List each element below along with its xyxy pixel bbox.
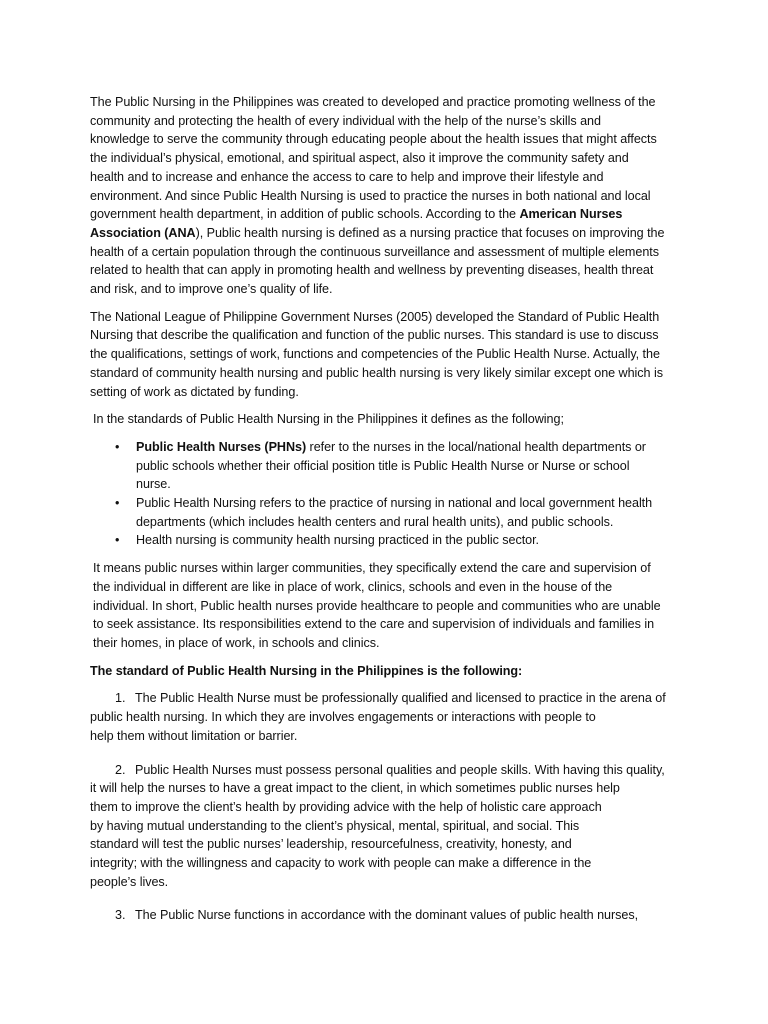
list-item: [90, 531, 680, 550]
text-segment: refer to the nurses in the local/national health departments or: [306, 439, 646, 454]
text-line: related to health that can apply in promoting health and wellness by preventing diseases, health threat: [90, 263, 654, 278]
bullet-icon: •: [115, 533, 120, 548]
definitions-intro: [90, 410, 680, 429]
text-line: nurse.: [136, 477, 171, 492]
standard-item-1: [90, 689, 680, 745]
document-page: [90, 93, 680, 940]
standard-item-3: [90, 906, 680, 925]
text-line: individual. In short, Public health nurses provide healthcare to people and communities who are unable: [93, 598, 661, 613]
text-line: Nursing that describe the qualification and function of the public nurses. This standard is use to discuss: [90, 328, 659, 343]
text-line: help them without limitation or barrier.: [90, 728, 298, 743]
text-line: [90, 205, 680, 224]
text-line: In the standards of Public Health Nursing in the Philippines it defines as the following;: [93, 412, 564, 427]
item-number: 3.: [115, 908, 126, 923]
text-line: by having mutual understanding to the client’s physical, mental, spiritual, and social. This: [90, 818, 580, 833]
text-segment: Public Health Nurses must possess personal qualities and people skills. With having this quality,: [135, 762, 665, 777]
text-line: It means public nurses within larger communities, they specifically extend the care and supervision of: [93, 561, 651, 576]
text-line: [136, 438, 680, 457]
text-line: environment. And since Public Health Nursing is used to practice the nurses in both national and local: [90, 188, 651, 203]
text-segment: The Public Nurse functions in accordance with the dominant values of public health nurses,: [135, 908, 639, 923]
text-line: the individual’s physical, emotional, and spiritual aspect, also it improve the community safety and: [90, 151, 629, 166]
text-line: Health nursing is community health nursing practiced in the public sector.: [136, 533, 540, 548]
standards-heading: The standard of Public Health Nursing in the Philippines is the following:: [90, 663, 523, 678]
item-number: 2.: [115, 762, 126, 777]
list-item: [90, 438, 680, 494]
text-line: them to improve the client’s health by providing advice with the help of holistic care approach: [90, 799, 602, 814]
text-line: public health nursing. In which they are involves engagements or interactions with people to: [90, 710, 596, 725]
text-line: knowledge to serve the community through educating people about the health issues that might affects: [90, 132, 657, 147]
text-line: people’s lives.: [90, 874, 169, 889]
text-line: departments (which includes health centers and rural health units), and public schools.: [136, 514, 614, 529]
bold-term: Public Health Nurses (PHNs): [136, 439, 307, 454]
text-line: to seek assistance. Its responsibilities extend to the care and supervision of individuals and families in: [93, 617, 655, 632]
text-line: The Public Nursing in the Philippines was created to developed and practice promoting wellness of the: [90, 95, 656, 109]
text-line: standard of community health nursing and public health nursing is very likely similar except one which is: [90, 365, 663, 380]
text-line: health and to increase and enhance the access to care to help and improve their lifestyle and: [90, 169, 604, 184]
text-segment: government health department, in addition of public schools. According to the: [90, 207, 520, 222]
text-line: Public Health Nursing refers to the practice of nursing in national and local government health: [136, 496, 653, 511]
text-line: the individual in different are like in place of work, clinics, schools and even in the house of the: [93, 579, 613, 594]
intro-paragraph: [90, 93, 680, 299]
text-line: public schools whether their official position title is Public Health Nurse or Nurse or school: [136, 458, 630, 473]
item-number: 1.: [115, 691, 126, 706]
text-line: The National League of Philippine Government Nurses (2005) developed the Standard of Public Health: [90, 309, 660, 324]
bold-term: Association (ANA: [90, 225, 196, 240]
text-line: their homes, in place of work, in schools and clinics.: [93, 635, 380, 650]
text-segment: The Public Health Nurse must be professionally qualified and licensed to practice in the arena of: [135, 691, 666, 706]
text-line: and risk, and to improve one’s quality of life.: [90, 282, 333, 297]
text-line: [90, 224, 680, 243]
text-line: setting of work as dictated by funding.: [90, 384, 299, 399]
text-line: standard will test the public nurses’ leadership, resourcefulness, creativity, honesty, and: [90, 837, 572, 852]
text-line: health of a certain population through the continuous surveillance and assessment of multiple elements: [90, 244, 659, 259]
text-line: [90, 906, 680, 925]
text-line: community and protecting the health of every individual with the help of the nurse’s skills and: [90, 113, 601, 128]
text-line: [90, 689, 680, 708]
text-line: the qualifications, settings of work, functions and competencies of the Public Health Nurse. Actually, the: [90, 347, 660, 362]
league-paragraph: [90, 308, 680, 402]
summary-paragraph: [90, 559, 680, 653]
bullet-icon: •: [115, 496, 120, 511]
text-line: [90, 761, 680, 780]
text-line: integrity; with the willingness and capacity to work with people can make a difference in the: [90, 856, 592, 871]
list-item: [90, 494, 680, 531]
bullet-icon: •: [115, 439, 120, 454]
text-line: it will help the nurses to have a great impact to the client, in which sometimes public nurses help: [90, 781, 620, 796]
standard-item-2: [90, 761, 680, 892]
text-segment: ), Public health nursing is defined as a nursing practice that focuses on improving the: [195, 225, 665, 240]
bold-term: American Nurses: [519, 207, 623, 222]
definitions-list: [90, 438, 680, 550]
